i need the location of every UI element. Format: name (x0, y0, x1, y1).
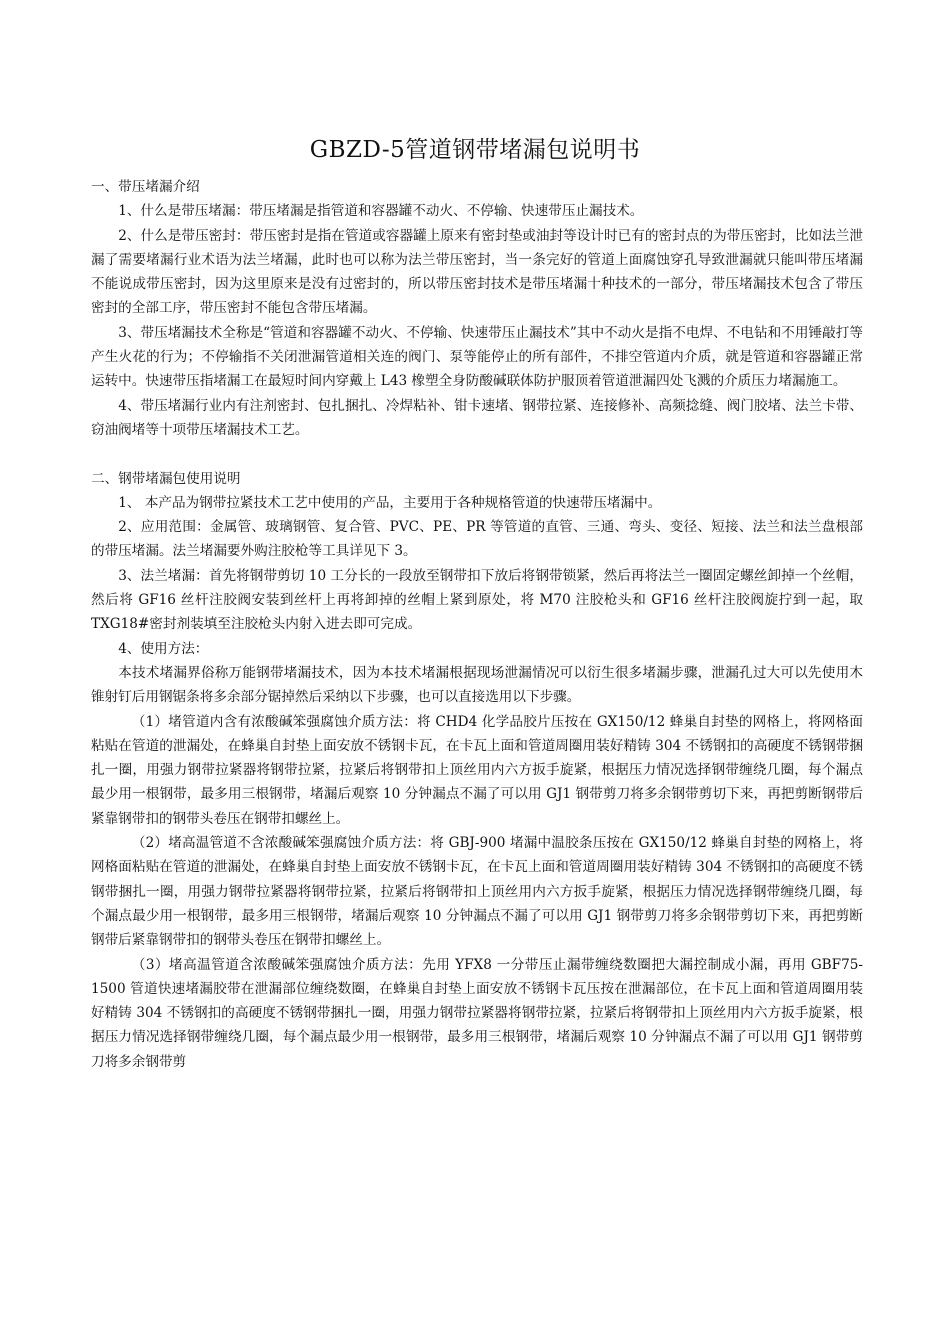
section-2-paragraph-2: 2、应用范围：金属管、玻璃钢管、复合管、PVC、PE、PR 等管道的直管、三通、弯头、变径、短接、法兰和法兰盘根部的带压堵漏。法兰堵漏要外购注胶枪等工具详见下 3。 (91, 519, 863, 560)
section-1-paragraph-3: 3、带压堵漏技术全称是“管道和容器罐不动火、不停输、快速带压止漏技术”其中不动火是指不电焊、不电钻和不用锤敲打等产生火花的行为；不停输指不关闭泄漏管道相关连的阀门、泵等能停止的所有部件，不排空管道内介质，就是管道和容器罐正常运转中。快速带压指堵漏工在最短时间内穿戴上 L43 橡塑全身防酸碱联体防护服顶着管道泄漏四处飞溅的介质压力堵漏施工。 (91, 324, 863, 390)
document-body (91, 175, 863, 1074)
method-1-paragraph: （1）堵管道内含有浓酸碱笨强腐蚀介质方法：将 CHD4 化学品胶片压按在 GX150/12 蜂巢自封垫的网格上，将网格面粘贴在管道的泄漏处，在蜂巢自封垫上面安放不锈钢卡瓦，在卡瓦上面和管道周圈用装好精铸 304 不锈钢扣的高硬度不锈钢带捆扎一圈，用强力钢带拉紧器将钢带拉紧，拉紧后将钢带扣上顶丝用内六方扳手旋紧，根据压力情况选择钢带缠绕几圈，每个漏点最少用一根钢带，最多用三根钢带，堵漏后观察 10 分钟漏点不漏了可以用 GJ1 钢带剪刀将多余钢带剪切下来，再把剪断钢带后紧靠钢带扣的钢带头卷压在钢带扣螺丝上。 (91, 713, 863, 827)
section-2-paragraph-1: 1、 本产品为钢带拉紧技术工艺中使用的产品，主要用于各种规格管道的快速带压堵漏中。 (118, 494, 662, 511)
section-2-paragraph-3: 3、法兰堵漏：首先将钢带剪切 10 工分长的一段放至钢带扣下放后将钢带锁紧，然后再将法兰一圈固定螺丝卸掉一个丝帽，然后将 GF16 丝杆注胶阀安装到丝杆上再将卸掉的丝帽上紧到原处，将 M70 注胶枪头和 GF16 丝杆注胶阀旋拧到一起，取 TXG18#密封剂装填至注胶枪头内射入进去即可完成。 (91, 567, 863, 633)
section-2-heading: 二、钢带堵漏包使用说明 (91, 470, 241, 487)
section-1-paragraph-1: 1、什么是带压堵漏：带压堵漏是指管道和容器罐不动火、不停输、快速带压止漏技术。 (118, 203, 644, 220)
section-1-paragraph-4: 4、带压堵漏行业内有注剂密封、包扎捆扎、冷焊粘补、钳卡速堵、钢带拉紧、连接修补、高频捻缝、阀门胶堵、法兰卡带、窃油阀堵等十项带压堵漏技术工艺。 (91, 397, 863, 438)
section-2-paragraph-5: 本技术堵漏界俗称万能钢带堵漏技术，因为本技术堵漏根据现场泄漏情况可以衍生很多堵漏步骤，泄漏孔过大可以先使用木锥射钉后用钢锯条将多余部分锯掉然后采纳以下步骤，也可以直接选用以下步骤。 (91, 664, 863, 706)
section-1-paragraph-2: 2、什么是带压密封：带压密封是指在管道或容器罐上原来有密封垫或油封等设计时已有的密封点的为带压密封，比如法兰泄漏了需要堵漏行业术语为法兰堵漏，此时也可以称为法兰带压密封，当一条完好的管道上面腐蚀穿孔导致泄漏就只能叫带压堵漏不能说成带压密封，因为这里原来是没有过密封的，所以带压密封技术是带压堵漏十种技术的一部分，带压堵漏技术包含了带压密封的全部工序，带压密封不能包含带压堵漏。 (91, 227, 863, 317)
document-title: GBZD-5管道钢带堵漏包说明书 (309, 137, 641, 163)
section-2-paragraph-4: 4、使用方法： (118, 640, 209, 657)
section-spacer (91, 442, 863, 466)
method-2-paragraph: （2）堵高温管道不含浓酸碱笨强腐蚀介质方法：将 GBJ-900 堵漏中温胶条压按在 GX150/12 蜂巢自封垫的网格上，将网格面粘贴在管道的泄漏处，在蜂巢自封垫上面安放不锈钢卡瓦，在卡瓦上面和管道周圈用装好精铸 304 不锈钢扣的高硬度不锈钢带捆扎一圈，用强力钢带拉紧器将钢带拉紧，拉紧后将钢带扣上顶丝用内六方扳手旋紧，根据压力情况选择钢带缠绕几圈，每个漏点最少用一根钢带，最多用三根钢带，堵漏后观察 10 分钟漏点不漏了可以用 GJ1 钢带剪刀将多余钢带剪切下来，再把剪断钢带后紧靠钢带扣的钢带头卷压在钢带扣螺丝上。 (91, 835, 863, 949)
section-1-heading: 一、带压堵漏介绍 (91, 179, 200, 195)
method-3-paragraph: （3）堵高温管道含浓酸碱笨强腐蚀介质方法：先用 YFX8 一分带压止漏带缠绕数圈把大漏控制成小漏，再用 GBF75-1500 管道快速堵漏胶带在泄漏部位缠绕数圈，在蜂巢自封垫上面安放不锈钢卡瓦压按在泄漏部位，在卡瓦上面和管道周圈用装好精铸 304 不锈钢扣的高硬度不锈钢带捆扎一圈，用强力钢带拉紧器将钢带拉紧，拉紧后将钢带扣上顶丝用内六方扳手旋紧，根据压力情况选择钢带缠绕几圈，每个漏点最少用一根钢带，最多用三根钢带，堵漏后观察 10 分钟漏点不漏了可以用 GJ1 钢带剪刀将多余钢带剪 (91, 956, 863, 1070)
